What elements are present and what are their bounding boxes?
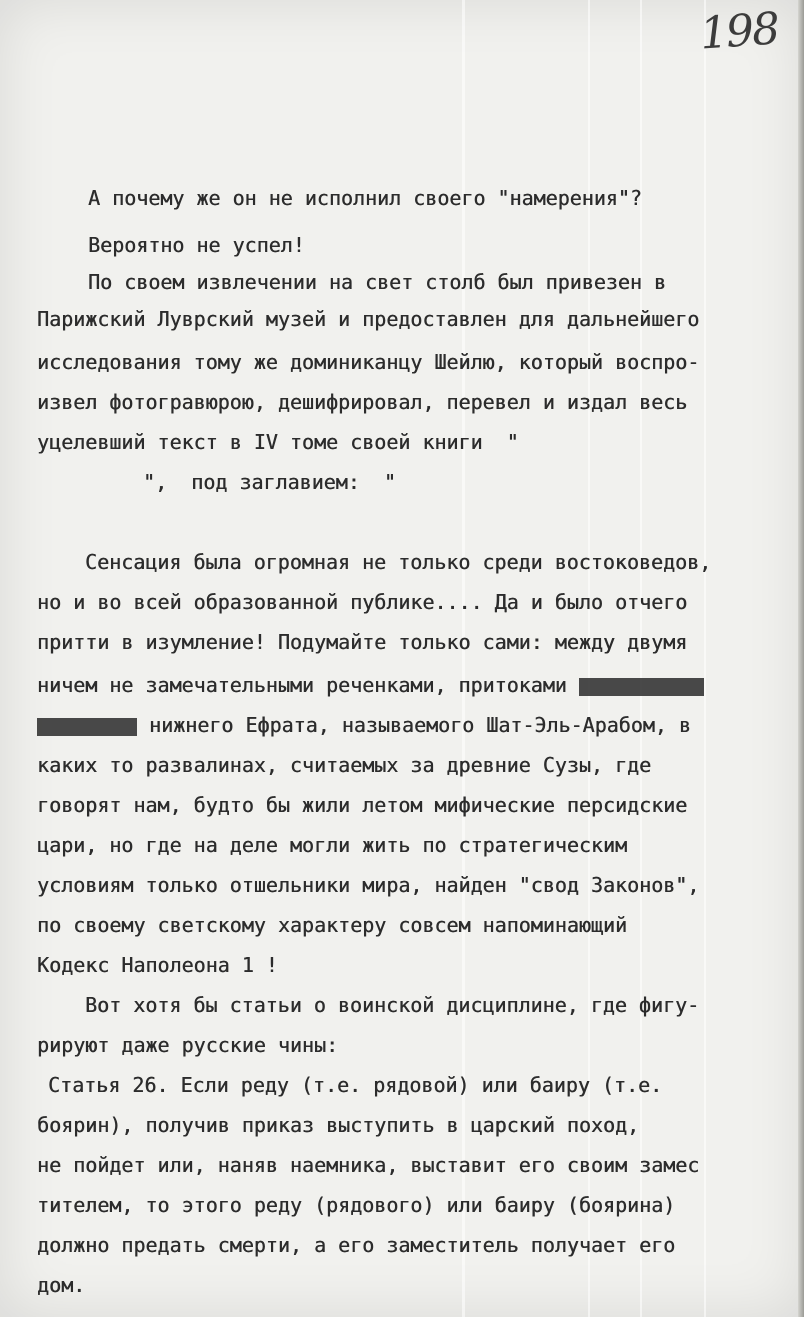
text-line: нижнего Ефрата, называемого Шат-Эль-Арабом, в xyxy=(37,713,691,737)
text-line: Вероятно не успел! xyxy=(88,233,305,257)
struck-out-text xyxy=(579,678,704,696)
text-line: Парижский Луврский музей и предоставлен для дальнейшего xyxy=(37,307,700,331)
text-line: рируют даже русские чины: xyxy=(37,1033,339,1057)
text-line: По своем извлечении на свет столб был привезен в xyxy=(88,270,666,294)
text-line: А почему же он не исполнил своего "намерения"? xyxy=(88,186,642,210)
text-line: Вот хотя бы статьи о воинской дисциплине, где фигу- xyxy=(85,993,700,1017)
text-line: Статья 26. Если реду (т.е. рядовой) или баиру (т.е. xyxy=(48,1073,663,1097)
text-line: ", под заглавием: " xyxy=(143,470,396,494)
text-line: извел фотогравюрою, дешифрировал, перевел и издал весь xyxy=(37,390,688,414)
struck-out-text xyxy=(37,718,137,736)
text-line: Кодекс Наполеона 1 ! xyxy=(37,953,278,977)
text-line: каких то развалинах, считаемых за древние Сузы, где xyxy=(37,753,652,777)
text-line: притти в изумление! Подумайте только сами: между двумя xyxy=(37,630,688,654)
text-line: уцелевший текст в IV томе своей книги " xyxy=(37,430,519,454)
page-number: 198 xyxy=(698,3,780,60)
page-edge xyxy=(798,0,804,1317)
text-line: боярин), получив приказ выступить в царский поход, xyxy=(37,1113,640,1137)
scan-streak xyxy=(704,0,706,1317)
text-line: тителем, то этого реду (рядового) или баиру (боярина) xyxy=(37,1193,676,1217)
text-line: по своему светскому характеру совсем напоминающий xyxy=(37,913,628,937)
text-line: не пойдет или, наняв наемника, выставит его своим замес xyxy=(37,1153,700,1177)
text-line: цари, но где на деле могли жить по стратегическим xyxy=(37,833,628,857)
text-line: должно предать смерти, а его заместитель получает его xyxy=(37,1233,676,1257)
text-line: исследования тому же доминиканцу Шейлю, который воспро- xyxy=(37,350,700,374)
text-line: говорят нам, будто бы жили летом мифические персидские xyxy=(37,793,688,817)
text-line: ничем не замечательными реченками, притоками xyxy=(37,673,704,697)
text-line: дом. xyxy=(37,1273,86,1297)
text-line: условиям только отшельники мира, найден "свод Законов", xyxy=(37,873,700,897)
text-line: Сенсация была огромная не только среди востоковедов, xyxy=(85,550,712,574)
text-line: но и во всей образованной публике.... Да и было отчего xyxy=(37,590,688,614)
